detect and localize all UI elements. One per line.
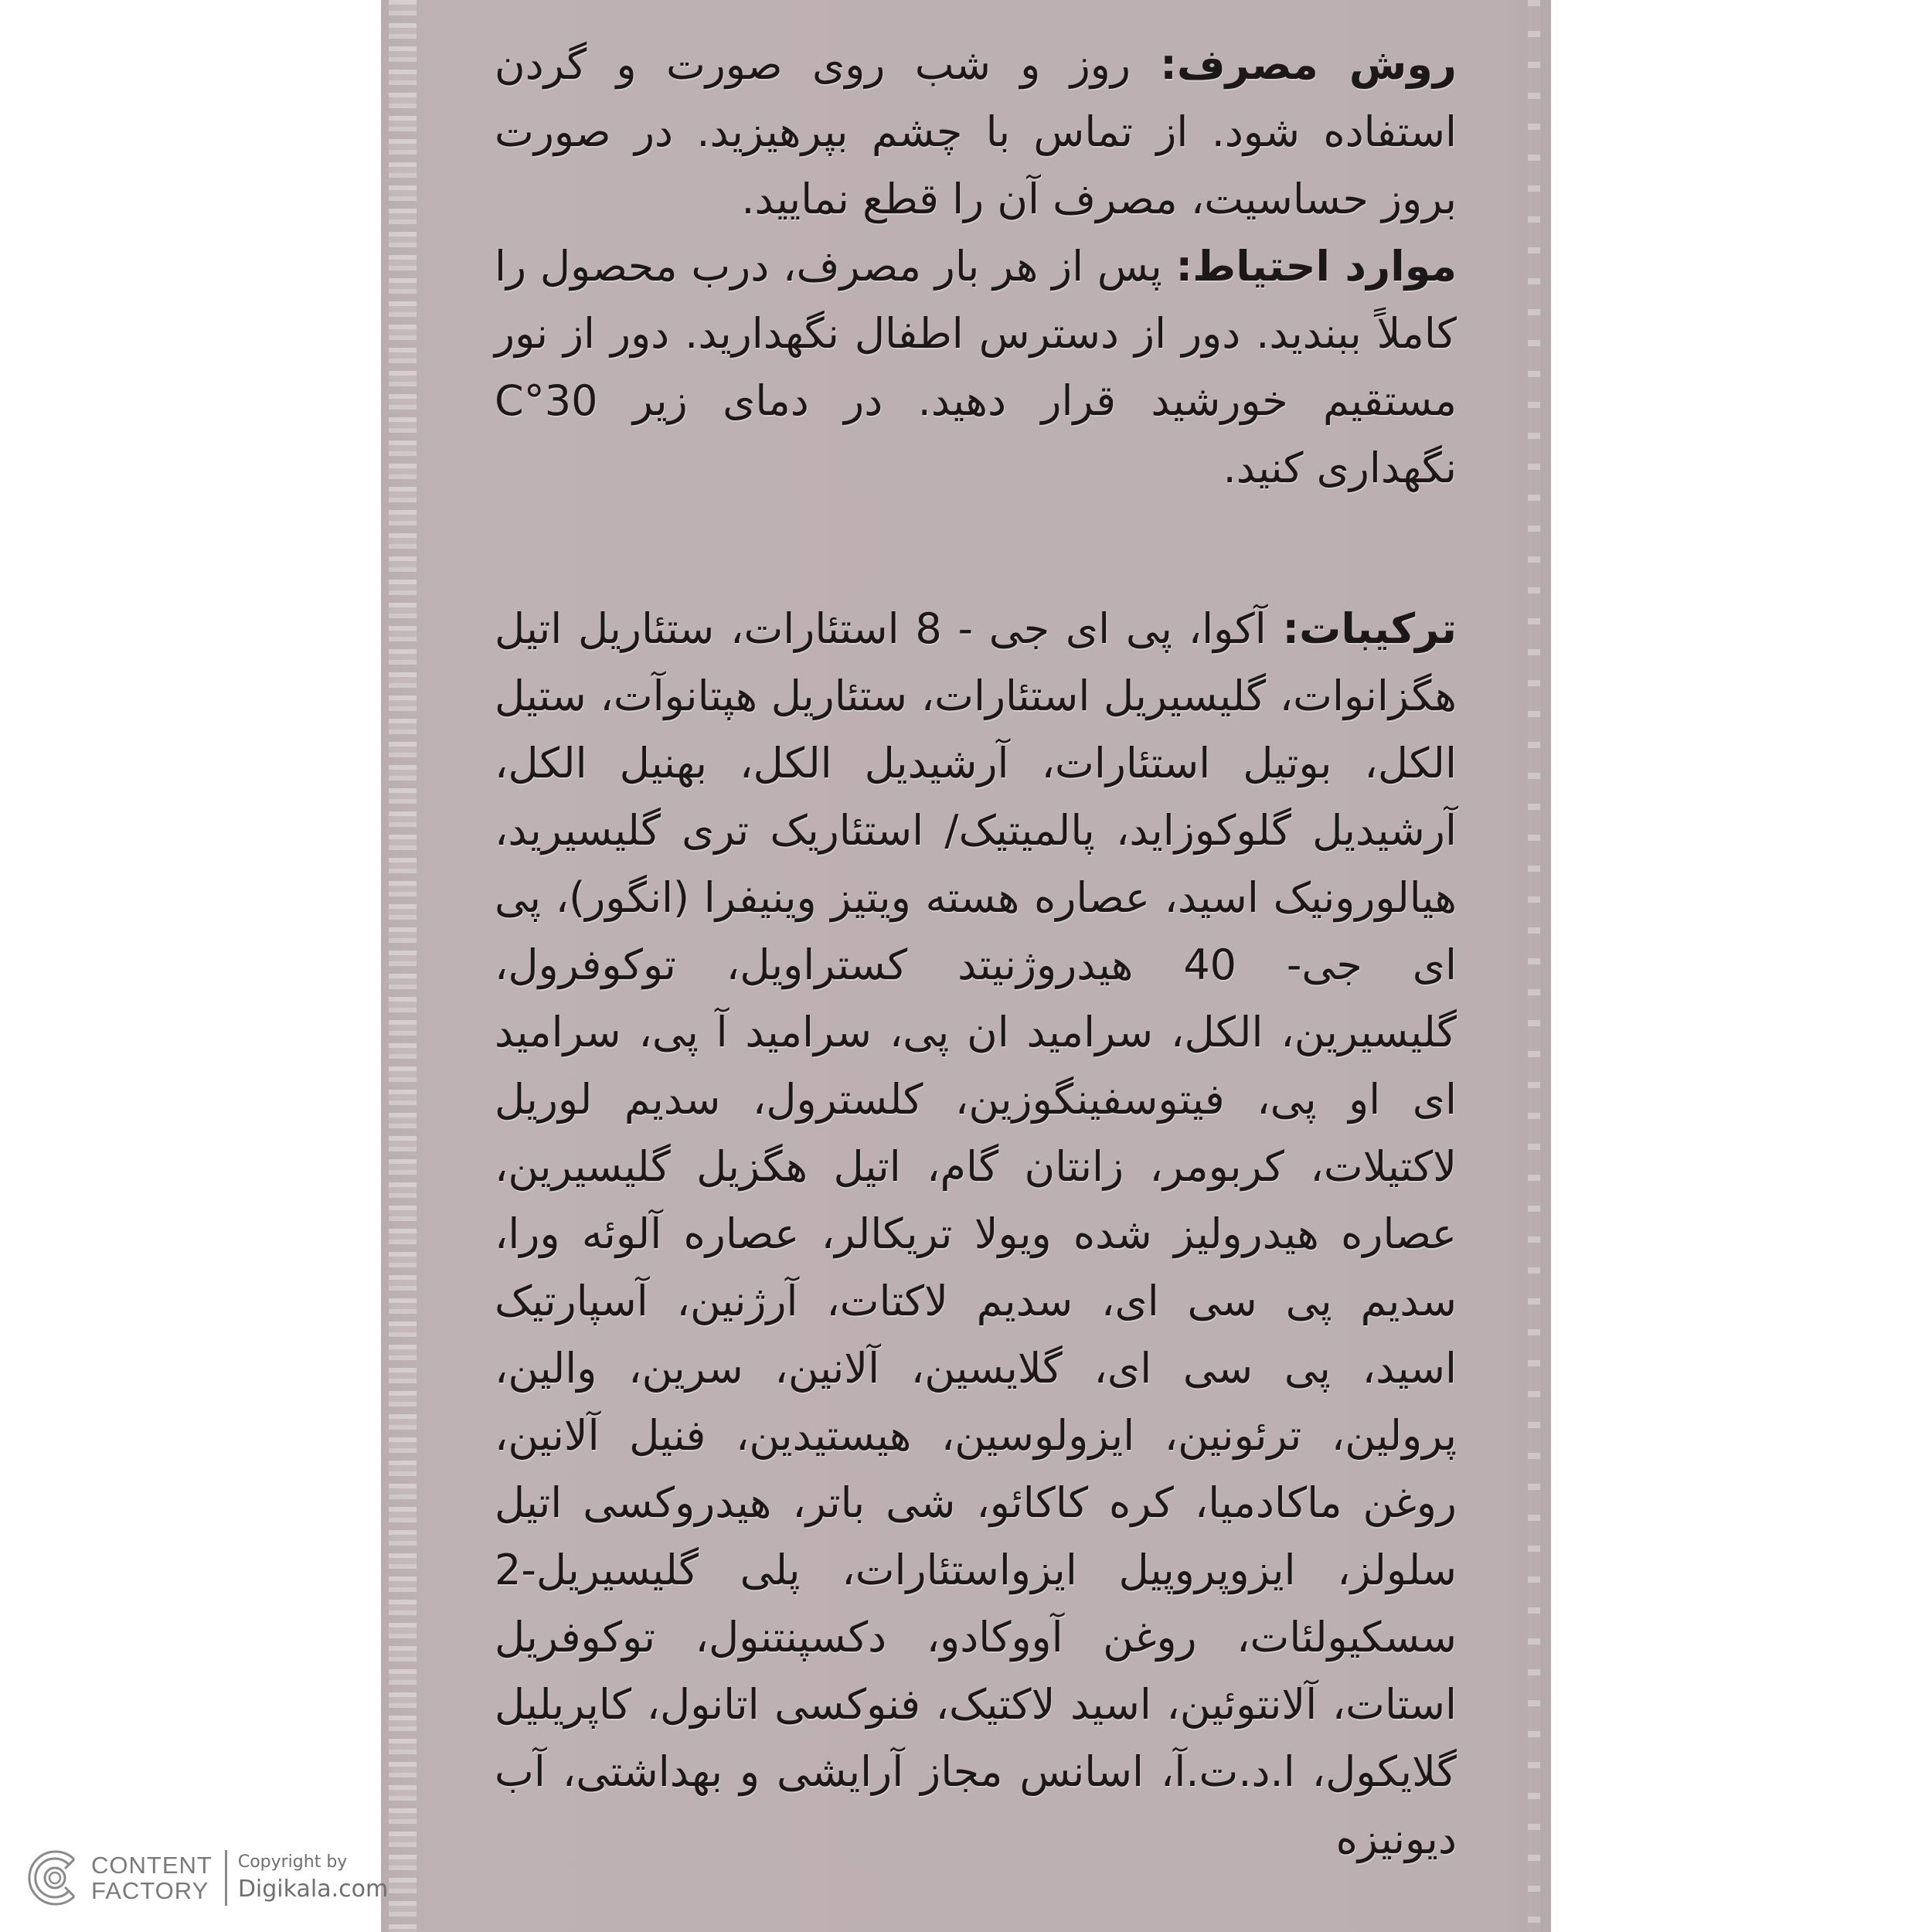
precautions-paragraph (495, 233, 1457, 502)
ingredients-paragraph (495, 595, 1457, 1872)
ingredients-label: ترکیبات: (1282, 604, 1457, 653)
watermark-divider (225, 1850, 227, 1906)
content-factory-logo-icon (26, 1845, 83, 1910)
ingredients-text: آکوا، پی ای جی - 8 استئارات، ستئاریل اتیل هگزانوات، گلیسیریل استئارات، ستئاریل هپتانوآت، ستیل الکل، بوتیل استئارات، آرشیدیل الکل، بهنیل الکل، آرشیدیل گلوکوزاید، پالمیتیک/ استئاریک تری گلیسیرید، هیالورونیک اسید، عصاره هسته ویتیز وینیفرا (انگور)، پی ای جی- 40 هیدروژنیتد کستراویل، توکوفرول، گلیسیرین، الکل، سرامید ان پی، سرامید آ پی، سرامید ای او پی، فیتوسفینگوزین، کلسترول، سدیم لوریل لاکتیلات، کربومر، زانتان گام، اتیل هگزیل گلیسیرین، عصاره هیدرولیز شده ویولا تریکالر، عصاره آلوئه ورا، سدیم پی سی ای، سدیم لاکتات، آرژنین، آسپارتیک اسید، پی سی ای، گلایسین، آلانین، سرین، والین، پرولین، ترئونین، ایزولوسین، هیستیدین، فنیل آلانین، روغن ماکادمیا، کره کاکائو، شی باتر، هیدروکسی اتیل سلولز، ایزوپروپیل ایزواستئارات، پلی گلیسیریل-2 سسکیولئات، روغن آووکادو، دکسپنتنول، توکوفریل استات، آلانتوئین، اسید لاکتیک، فنوکسی اتانول، کاپریلیل گلایکول، ا.د.ت.آ، اسانس مجاز آرایشی و بهداشتی، آب دیونیزه (495, 604, 1457, 1863)
brand-line-1: CONTENT (91, 1852, 213, 1879)
copyright-owner: Digikala.com (237, 1876, 389, 1903)
box-left-edge (389, 0, 417, 1932)
usage-paragraph (495, 31, 1457, 233)
precautions-text: پس از هر بار مصرف، درب محصول را کاملاً ببندید. دور از دسترس اطفال نگهدارید. دور از نور مستقیم خورشید قرار دهید. در دمای زیر 30°C نگهداری کنید. (495, 242, 1457, 492)
copyright-label: Copyright by (237, 1852, 348, 1872)
brand-name (91, 1852, 213, 1903)
usage-instructions (495, 31, 1457, 502)
copyright-watermark (26, 1841, 388, 1915)
brand-line-2: FACTORY (91, 1877, 209, 1904)
ingredients-list (495, 595, 1457, 1872)
box-right-edge (1528, 0, 1540, 1932)
usage-label: روش مصرف: (1160, 40, 1457, 89)
precautions-label: موارد احتیاط: (1175, 242, 1457, 291)
usage-text: روز و شب روی صورت و گردن استفاده شود. از تماس با چشم بپرهیزید. در صورت بروز حساسیت، مصرف آن را قطع نمایید. (495, 40, 1457, 223)
copyright-text (238, 1851, 388, 1905)
